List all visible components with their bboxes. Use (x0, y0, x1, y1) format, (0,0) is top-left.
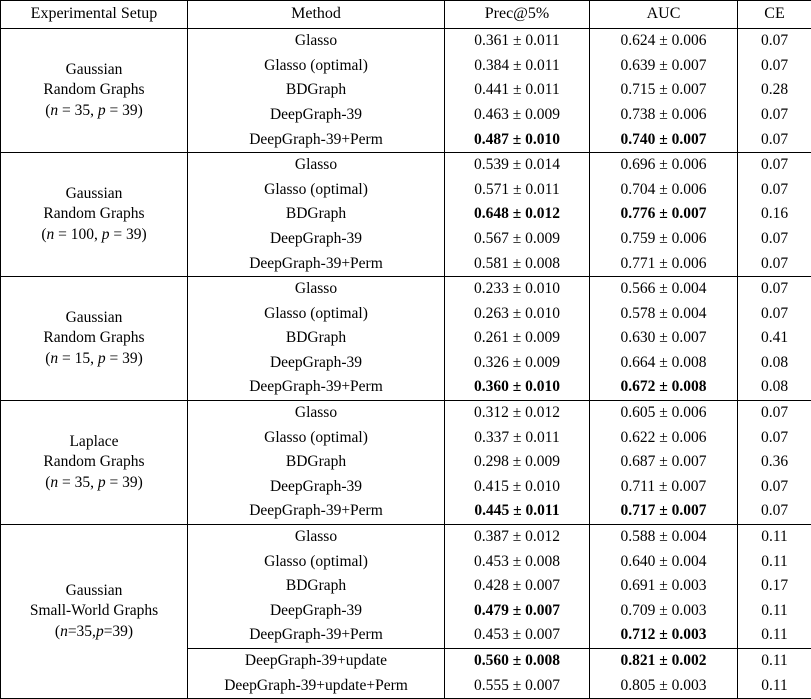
setup-line: Gaussian (4, 308, 184, 328)
method-cell: Glasso (188, 152, 445, 177)
prec-cell: 0.298 ± 0.009 (445, 450, 590, 475)
ce-cell: 0.07 (738, 499, 811, 524)
ce-cell: 0.16 (738, 202, 811, 227)
prec-cell: 0.567 ± 0.009 (445, 227, 590, 252)
method-cell: BDGraph (188, 326, 445, 351)
setup-line: (n = 35, p = 39) (4, 473, 184, 493)
method-cell: Glasso (188, 276, 445, 301)
prec-cell: 0.539 ± 0.014 (445, 152, 590, 177)
setup-line: Gaussian (4, 184, 184, 204)
ce-cell: 0.11 (738, 673, 811, 698)
auc-cell: 0.691 ± 0.003 (590, 574, 738, 599)
method-cell: DeepGraph-39+update+Perm (188, 673, 445, 698)
method-cell: DeepGraph-39 (188, 227, 445, 252)
method-cell: Glasso (optimal) (188, 178, 445, 203)
auc-cell: 0.605 ± 0.006 (590, 400, 738, 425)
prec-cell: 0.360 ± 0.010 (445, 375, 590, 400)
ce-cell: 0.08 (738, 375, 811, 400)
setup-line: Laplace (4, 432, 184, 452)
setup-line: (n = 100, p = 39) (4, 225, 184, 245)
ce-cell: 0.08 (738, 351, 811, 376)
ce-cell: 0.11 (738, 524, 811, 549)
auc-cell: 0.687 ± 0.007 (590, 450, 738, 475)
prec-cell: 0.453 ± 0.008 (445, 549, 590, 574)
ce-cell: 0.07 (738, 29, 811, 54)
setup-cell-block-gaussian-n35 (1, 29, 188, 153)
prec-cell: 0.415 ± 0.010 (445, 475, 590, 500)
prec-cell: 0.312 ± 0.012 (445, 400, 590, 425)
ce-cell: 0.07 (738, 178, 811, 203)
prec-cell: 0.361 ± 0.011 (445, 29, 590, 54)
method-cell: DeepGraph-39 (188, 103, 445, 128)
prec-cell: 0.463 ± 0.009 (445, 103, 590, 128)
column-header-auc: AUC (590, 1, 738, 29)
prec-cell: 0.571 ± 0.011 (445, 178, 590, 203)
ce-cell: 0.17 (738, 574, 811, 599)
prec-cell: 0.387 ± 0.012 (445, 524, 590, 549)
auc-cell: 0.715 ± 0.007 (590, 78, 738, 103)
method-cell: BDGraph (188, 202, 445, 227)
prec-cell: 0.648 ± 0.012 (445, 202, 590, 227)
ce-cell: 0.07 (738, 302, 811, 327)
method-cell: DeepGraph-39 (188, 351, 445, 376)
column-header-ce: CE (738, 1, 811, 29)
auc-cell: 0.738 ± 0.006 (590, 103, 738, 128)
ce-cell: 0.07 (738, 54, 811, 79)
header-row (1, 1, 811, 29)
ce-cell: 0.07 (738, 475, 811, 500)
auc-cell: 0.740 ± 0.007 (590, 127, 738, 152)
ce-cell: 0.07 (738, 127, 811, 152)
auc-cell: 0.709 ± 0.003 (590, 599, 738, 624)
setup-cell-block-gaussian-n15 (1, 276, 188, 400)
method-cell: DeepGraph-39+update (188, 648, 445, 673)
table-row (1, 400, 811, 425)
prec-cell: 0.560 ± 0.008 (445, 648, 590, 673)
ce-cell: 0.36 (738, 450, 811, 475)
prec-cell: 0.384 ± 0.011 (445, 54, 590, 79)
setup-line: Random Graphs (4, 204, 184, 224)
method-cell: BDGraph (188, 574, 445, 599)
ce-cell: 0.11 (738, 599, 811, 624)
table-row (1, 152, 811, 177)
auc-cell: 0.771 ± 0.006 (590, 251, 738, 276)
auc-cell: 0.696 ± 0.006 (590, 152, 738, 177)
setup-line: (n=35,p=39) (4, 622, 184, 642)
method-cell: Glasso (optimal) (188, 426, 445, 451)
prec-cell: 0.326 ± 0.009 (445, 351, 590, 376)
table-body (1, 29, 811, 699)
column-header-setup: Experimental Setup (1, 1, 188, 29)
table-row (1, 29, 811, 54)
table-header (1, 1, 811, 29)
auc-cell: 0.712 ± 0.003 (590, 623, 738, 648)
setup-line: Gaussian (4, 581, 184, 601)
ce-cell: 0.07 (738, 227, 811, 252)
prec-cell: 0.261 ± 0.009 (445, 326, 590, 351)
column-header-prec: Prec@5% (445, 1, 590, 29)
method-cell: BDGraph (188, 450, 445, 475)
auc-cell: 0.578 ± 0.004 (590, 302, 738, 327)
auc-cell: 0.640 ± 0.004 (590, 549, 738, 574)
method-cell: DeepGraph-39+Perm (188, 499, 445, 524)
setup-line: Gaussian (4, 60, 184, 80)
prec-cell: 0.233 ± 0.010 (445, 276, 590, 301)
setup-line: Random Graphs (4, 328, 184, 348)
auc-cell: 0.821 ± 0.002 (590, 648, 738, 673)
method-cell: BDGraph (188, 78, 445, 103)
ce-cell: 0.11 (738, 549, 811, 574)
method-cell: Glasso (optimal) (188, 302, 445, 327)
ce-cell: 0.41 (738, 326, 811, 351)
method-cell: Glasso (188, 29, 445, 54)
method-cell: Glasso (188, 524, 445, 549)
auc-cell: 0.717 ± 0.007 (590, 499, 738, 524)
method-cell: Glasso (188, 400, 445, 425)
auc-cell: 0.711 ± 0.007 (590, 475, 738, 500)
setup-cell-block-gaussian-n100 (1, 152, 188, 276)
method-cell: DeepGraph-39+Perm (188, 375, 445, 400)
prec-cell: 0.487 ± 0.010 (445, 127, 590, 152)
method-cell: DeepGraph-39 (188, 599, 445, 624)
method-cell: DeepGraph-39+Perm (188, 251, 445, 276)
ce-cell: 0.07 (738, 276, 811, 301)
ce-cell: 0.11 (738, 623, 811, 648)
setup-line: (n = 15, p = 39) (4, 349, 184, 369)
prec-cell: 0.479 ± 0.007 (445, 599, 590, 624)
method-cell: DeepGraph-39+Perm (188, 127, 445, 152)
auc-cell: 0.672 ± 0.008 (590, 375, 738, 400)
ce-cell: 0.07 (738, 103, 811, 128)
auc-cell: 0.566 ± 0.004 (590, 276, 738, 301)
prec-cell: 0.263 ± 0.010 (445, 302, 590, 327)
ce-cell: 0.11 (738, 648, 811, 673)
prec-cell: 0.337 ± 0.011 (445, 426, 590, 451)
auc-cell: 0.624 ± 0.006 (590, 29, 738, 54)
prec-cell: 0.581 ± 0.008 (445, 251, 590, 276)
prec-cell: 0.441 ± 0.011 (445, 78, 590, 103)
auc-cell: 0.759 ± 0.006 (590, 227, 738, 252)
table-row (1, 276, 811, 301)
prec-cell: 0.453 ± 0.007 (445, 623, 590, 648)
table-row (1, 524, 811, 549)
auc-cell: 0.630 ± 0.007 (590, 326, 738, 351)
ce-cell: 0.07 (738, 400, 811, 425)
setup-cell-block-laplace-n35 (1, 400, 188, 524)
ce-cell: 0.07 (738, 426, 811, 451)
auc-cell: 0.805 ± 0.003 (590, 673, 738, 698)
setup-line: Random Graphs (4, 452, 184, 472)
setup-line: Random Graphs (4, 80, 184, 100)
setup-line: Small-World Graphs (4, 601, 184, 621)
ce-cell: 0.07 (738, 152, 811, 177)
method-cell: Glasso (optimal) (188, 549, 445, 574)
method-cell: DeepGraph-39+Perm (188, 623, 445, 648)
auc-cell: 0.622 ± 0.006 (590, 426, 738, 451)
ce-cell: 0.28 (738, 78, 811, 103)
auc-cell: 0.776 ± 0.007 (590, 202, 738, 227)
column-header-method: Method (188, 1, 445, 29)
auc-cell: 0.704 ± 0.006 (590, 178, 738, 203)
auc-cell: 0.639 ± 0.007 (590, 54, 738, 79)
auc-cell: 0.664 ± 0.008 (590, 351, 738, 376)
auc-cell: 0.588 ± 0.004 (590, 524, 738, 549)
setup-line: (n = 35, p = 39) (4, 101, 184, 121)
prec-cell: 0.445 ± 0.011 (445, 499, 590, 524)
method-cell: Glasso (optimal) (188, 54, 445, 79)
ce-cell: 0.07 (738, 251, 811, 276)
prec-cell: 0.555 ± 0.007 (445, 673, 590, 698)
setup-cell-block-gaussian-small-world (1, 524, 188, 698)
prec-cell: 0.428 ± 0.007 (445, 574, 590, 599)
method-cell: DeepGraph-39 (188, 475, 445, 500)
